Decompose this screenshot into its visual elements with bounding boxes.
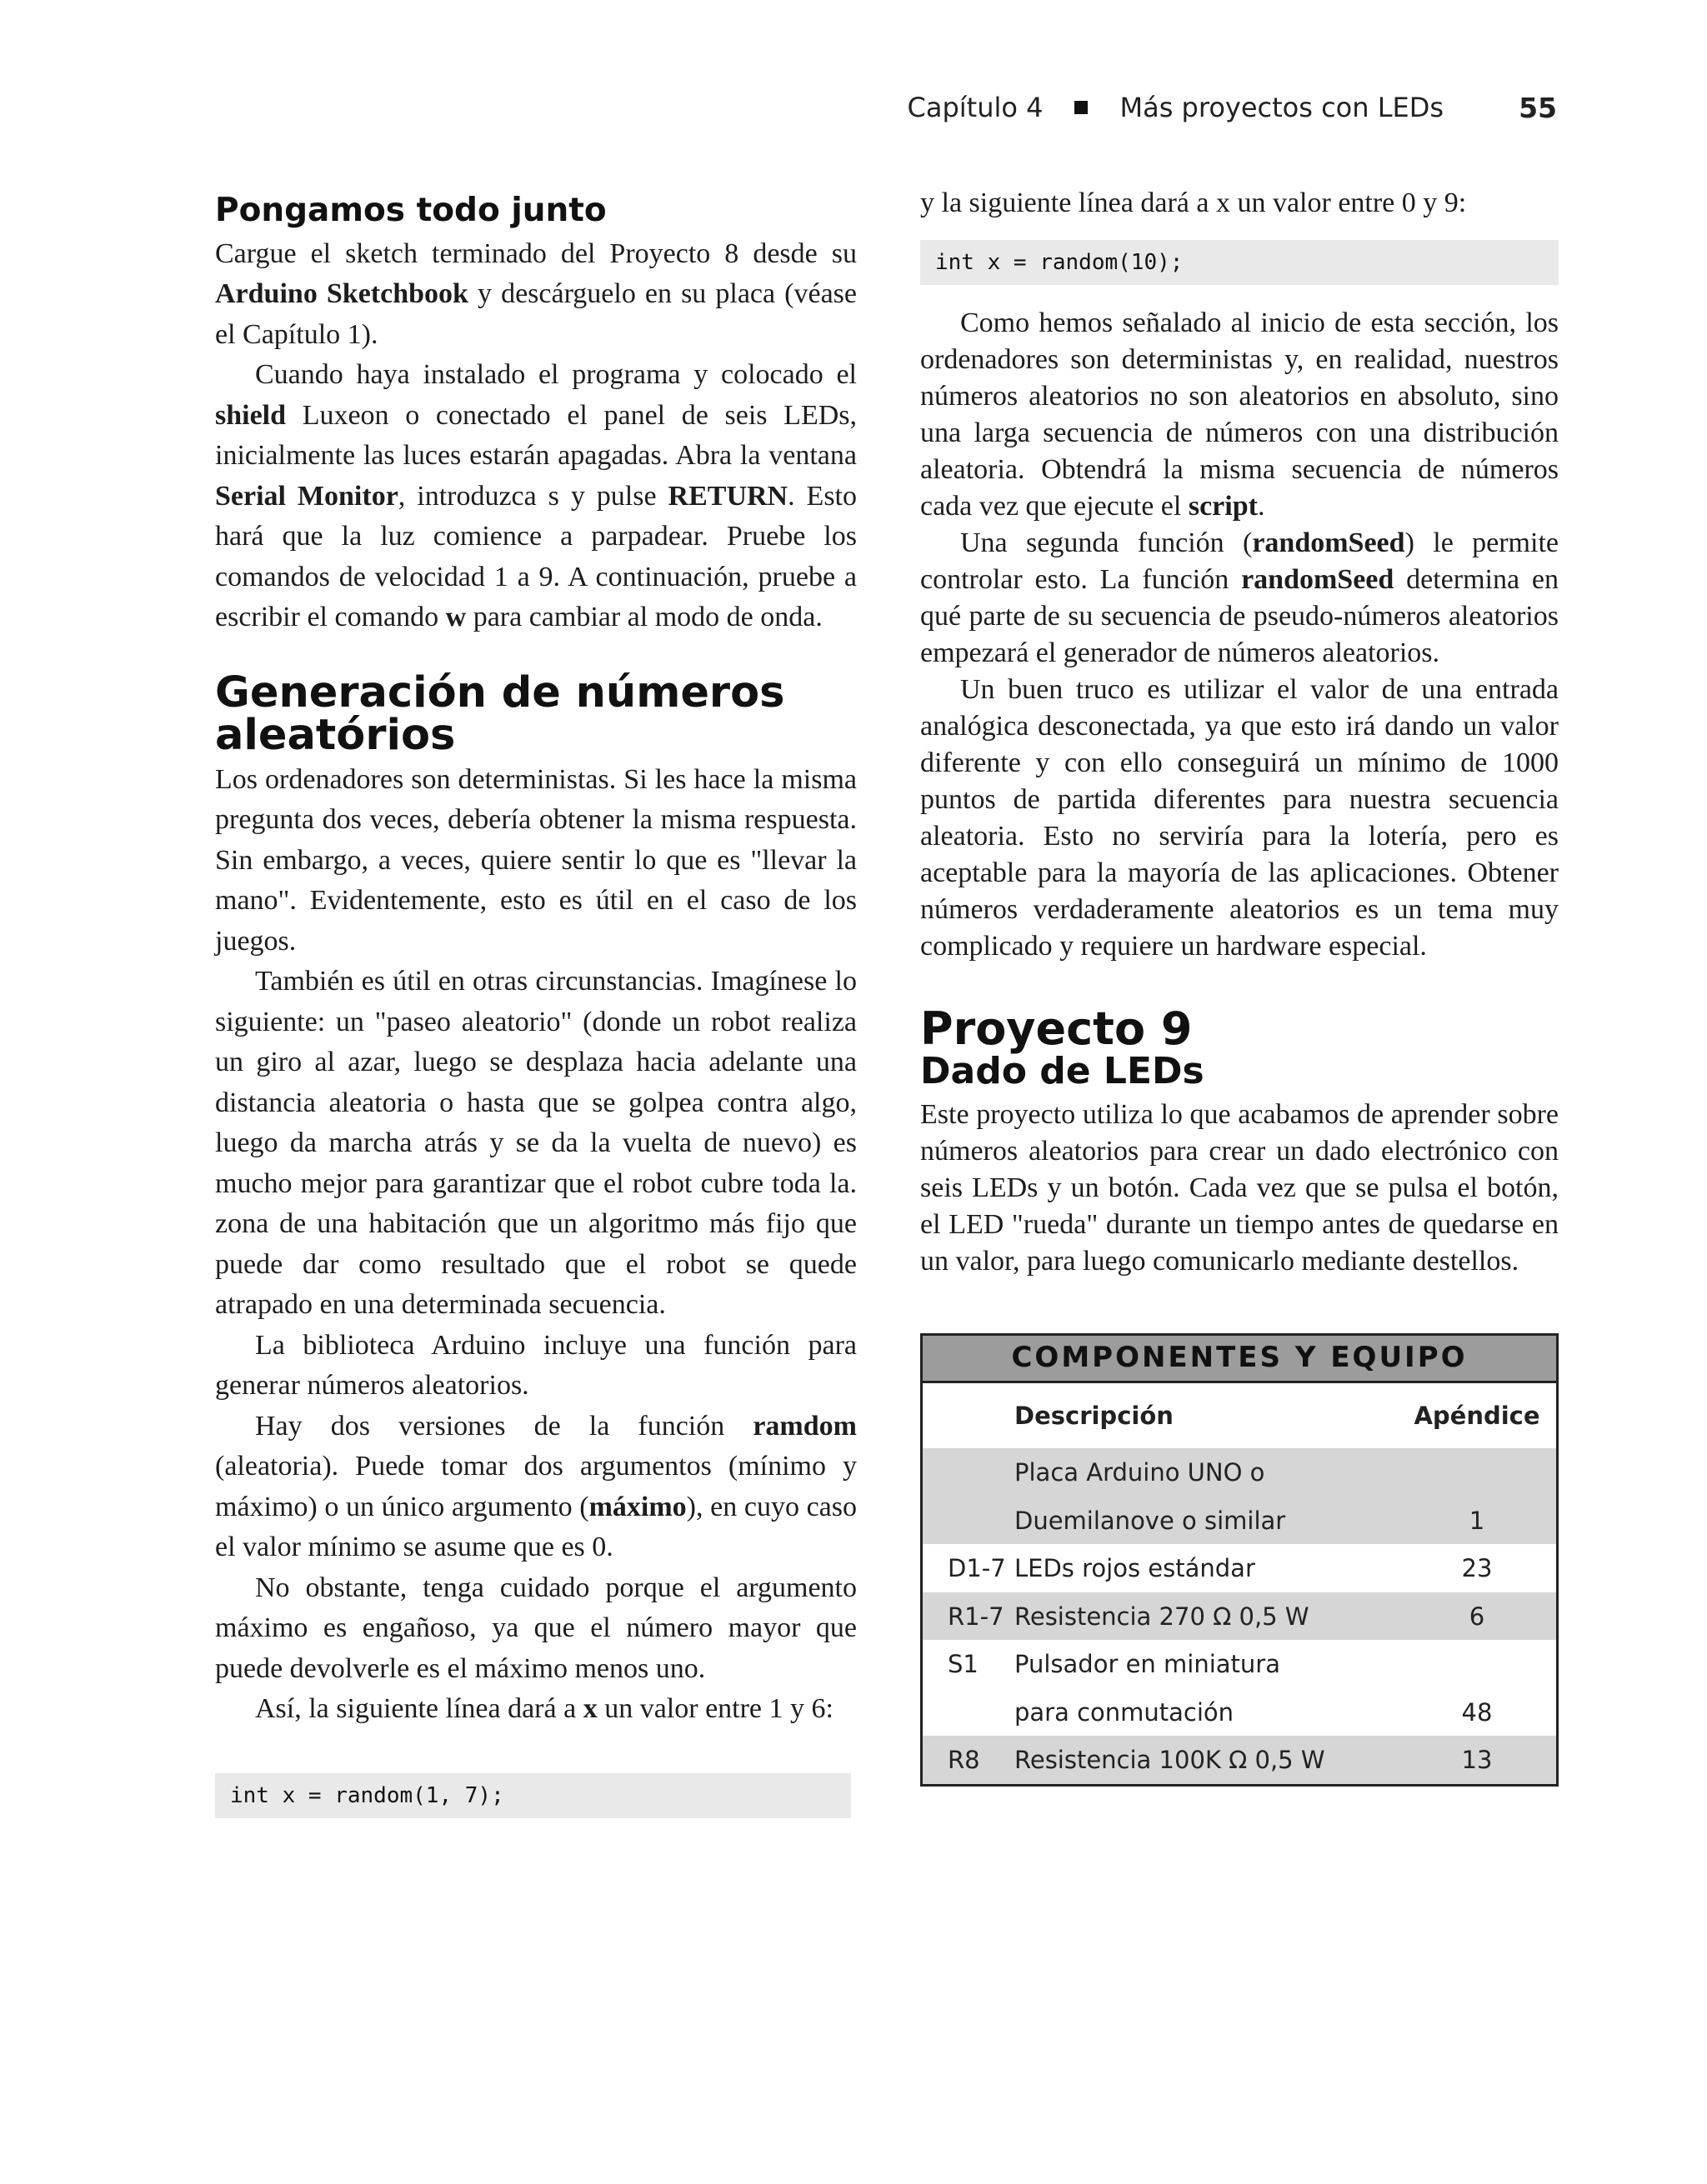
part-appendix: 6: [1398, 1592, 1556, 1641]
paragraph: La biblioteca Arduino incluye una función para generar números aleatorios.: [215, 1329, 857, 1402]
ref-header: [923, 1383, 1014, 1448]
part-ref: [923, 1497, 1014, 1545]
section-heading-put-together: Pongamos todo junto: [215, 192, 607, 229]
part-appendix: [1398, 1448, 1556, 1497]
components-list: [923, 1383, 1556, 1784]
chapter-title: Más proyectos con LEDs: [1119, 92, 1444, 123]
section-heading-random-numbers: Generación de números aleatórios: [215, 667, 785, 760]
part-description: Resistencia 270 Ω 0,5 W: [1014, 1592, 1398, 1641]
part-description: Duemilanove o similar: [1014, 1497, 1398, 1545]
page-number: 55: [1519, 91, 1557, 124]
paragraph: Cargue el sketch terminado del Proyecto 8 desde su Arduino Sketchbook y descárguelo en su placa (véase el Capítulo 1).: [215, 237, 857, 350]
part-appendix: 48: [1461, 1697, 1493, 1727]
part-appendix: 13: [1398, 1736, 1556, 1784]
paragraph: Cuando haya instalado el programa y colocado el shield Luxeon o conectado el panel de seis LEDs, inicialmente las luces estarán apagadas. Abra la ventana Serial Monitor, introduzca s y pulse RETURN. Esto hará que la luz comience a parpadear. Pruebe los comandos de velocidad 1 a 9. A continuación, pruebe a escribir el comando w para cambiar al modo de onda.: [215, 359, 858, 633]
part-description: Pulsador en miniatura: [1014, 1650, 1280, 1679]
paragraph: Este proyecto utiliza lo que acabamos de aprender sobre números aleatorios para crear un dado electrónico con seis LEDs y un botón. Cada vez que se pulsa el botón, el LED "rueda" durante un tiempo antes de quedarse en un valor, para luego comunicarlo mediante destellos.: [920, 1099, 1559, 1277]
paragraph: Así, la siguiente línea dará a x un valor entre 1 y 6:: [255, 1693, 833, 1725]
part-ref: [923, 1688, 1014, 1737]
part-appendix: [1398, 1640, 1556, 1688]
part-appendix: 1: [1398, 1497, 1556, 1545]
square-bullet-icon: [1074, 101, 1088, 114]
running-head: [908, 87, 1558, 128]
components-table: [920, 1333, 1559, 1787]
table-row: [923, 1640, 1556, 1688]
table-row: [923, 1688, 1556, 1737]
paragraph: Una segunda función (randomSeed) le permite controlar esto. La función randomSeed determina en qué parte de su secuencia de pseudo-números aleatorios empezará el generador de números aleatorios.: [920, 527, 1559, 668]
part-description: para conmutación: [1014, 1697, 1234, 1727]
part-ref: R8: [923, 1736, 1014, 1784]
table-row: [923, 1448, 1556, 1497]
part-description: Resistencia 100K Ω 0,5 W: [1014, 1736, 1398, 1784]
part-description: LEDs rojos estándar: [1014, 1554, 1255, 1583]
right-column: [920, 185, 1559, 1787]
part-description: Placa Arduino UNO o: [1014, 1448, 1398, 1497]
paragraph: y la siguiente línea dará a x un valor entre 0 y 9:: [920, 187, 1467, 218]
paragraph: Un buen truco es utilizar el valor de una entrada analógica desconectada, ya que esto irá dando un valor diferente y con ello conseguirá un mínimo de 1000 puntos de partida diferentes para nuestra secuencia aleatoria. Esto no serviría para la lotería, pero es aceptable para la mayoría de las aplicaciones. Obtener números verdaderamente aleatorios es un tema muy complicado y requiere un hardware especial.: [920, 674, 1559, 962]
part-ref: S1: [948, 1650, 979, 1679]
part-ref: D1-7: [948, 1554, 1006, 1583]
paragraph: También es útil en otras circunstancias. Imagínese lo siguiente: un "paseo aleatorio" (donde un robot realiza un giro al azar, luego se desplaza hacia adelante una distancia aleatoria o hasta que se golpea contra algo, luego da marcha atrás y se da la vuelta de nuevo) es mucho mejor para garantizar que el robot cubre toda la. zona de una habitación que un algoritmo más fijo que puede dar como resultado que el robot se quede atrapado en una determinada secuencia.: [215, 966, 857, 1321]
paragraph: Como hemos señalado al inicio de esta sección, los ordenadores son deterministas y, en realidad, nuestros números aleatorios no son aleatorios en absoluto, sino una larga secuencia de números con una distribución aleatoria. Obtendrá la misma secuencia de números cada vez que ejecute el script.: [920, 307, 1559, 522]
code-block-random-10: int x = random(10);: [920, 240, 1559, 285]
paragraph: No obstante, tenga cuidado porque el argumento máximo es engañoso, ya que el número mayor que puede devolverle es el máximo menos uno.: [215, 1572, 857, 1684]
paragraph: Hay dos versiones de la función ramdom (aleatoria). Puede tomar dos argumentos (mínimo y máximo) o un único argumento (máximo), en cuyo caso el valor mínimo se asume que es 0.: [215, 1410, 857, 1563]
appendix-header: Apéndice: [1414, 1402, 1540, 1431]
part-ref: R1-7: [923, 1592, 1014, 1641]
part-appendix: 23: [1461, 1554, 1493, 1583]
project-title: Proyecto 9: [920, 1002, 1193, 1055]
code-block-random-1-7: int x = random(1, 7);: [215, 1773, 851, 1818]
project-subtitle: Dado de LEDs: [920, 1050, 1204, 1092]
description-header: Descripción: [1014, 1402, 1174, 1431]
table-row: [923, 1736, 1556, 1784]
components-table-title: COMPONENTES Y EQUIPO: [923, 1336, 1556, 1383]
table-row: [923, 1592, 1556, 1641]
table-row: [923, 1544, 1556, 1592]
left-column: [215, 185, 857, 1833]
table-row: [923, 1497, 1556, 1545]
paragraph: Los ordenadores son deterministas. Si les hace la misma pregunta dos veces, debería obtener la misma respuesta. Sin embargo, a veces, quiere sentir lo que es "llevar la mano". Evidentemente, esto es útil en el caso de los juegos.: [215, 763, 857, 957]
chapter-label: Capítulo 4: [907, 92, 1044, 123]
part-ref: [923, 1448, 1014, 1497]
